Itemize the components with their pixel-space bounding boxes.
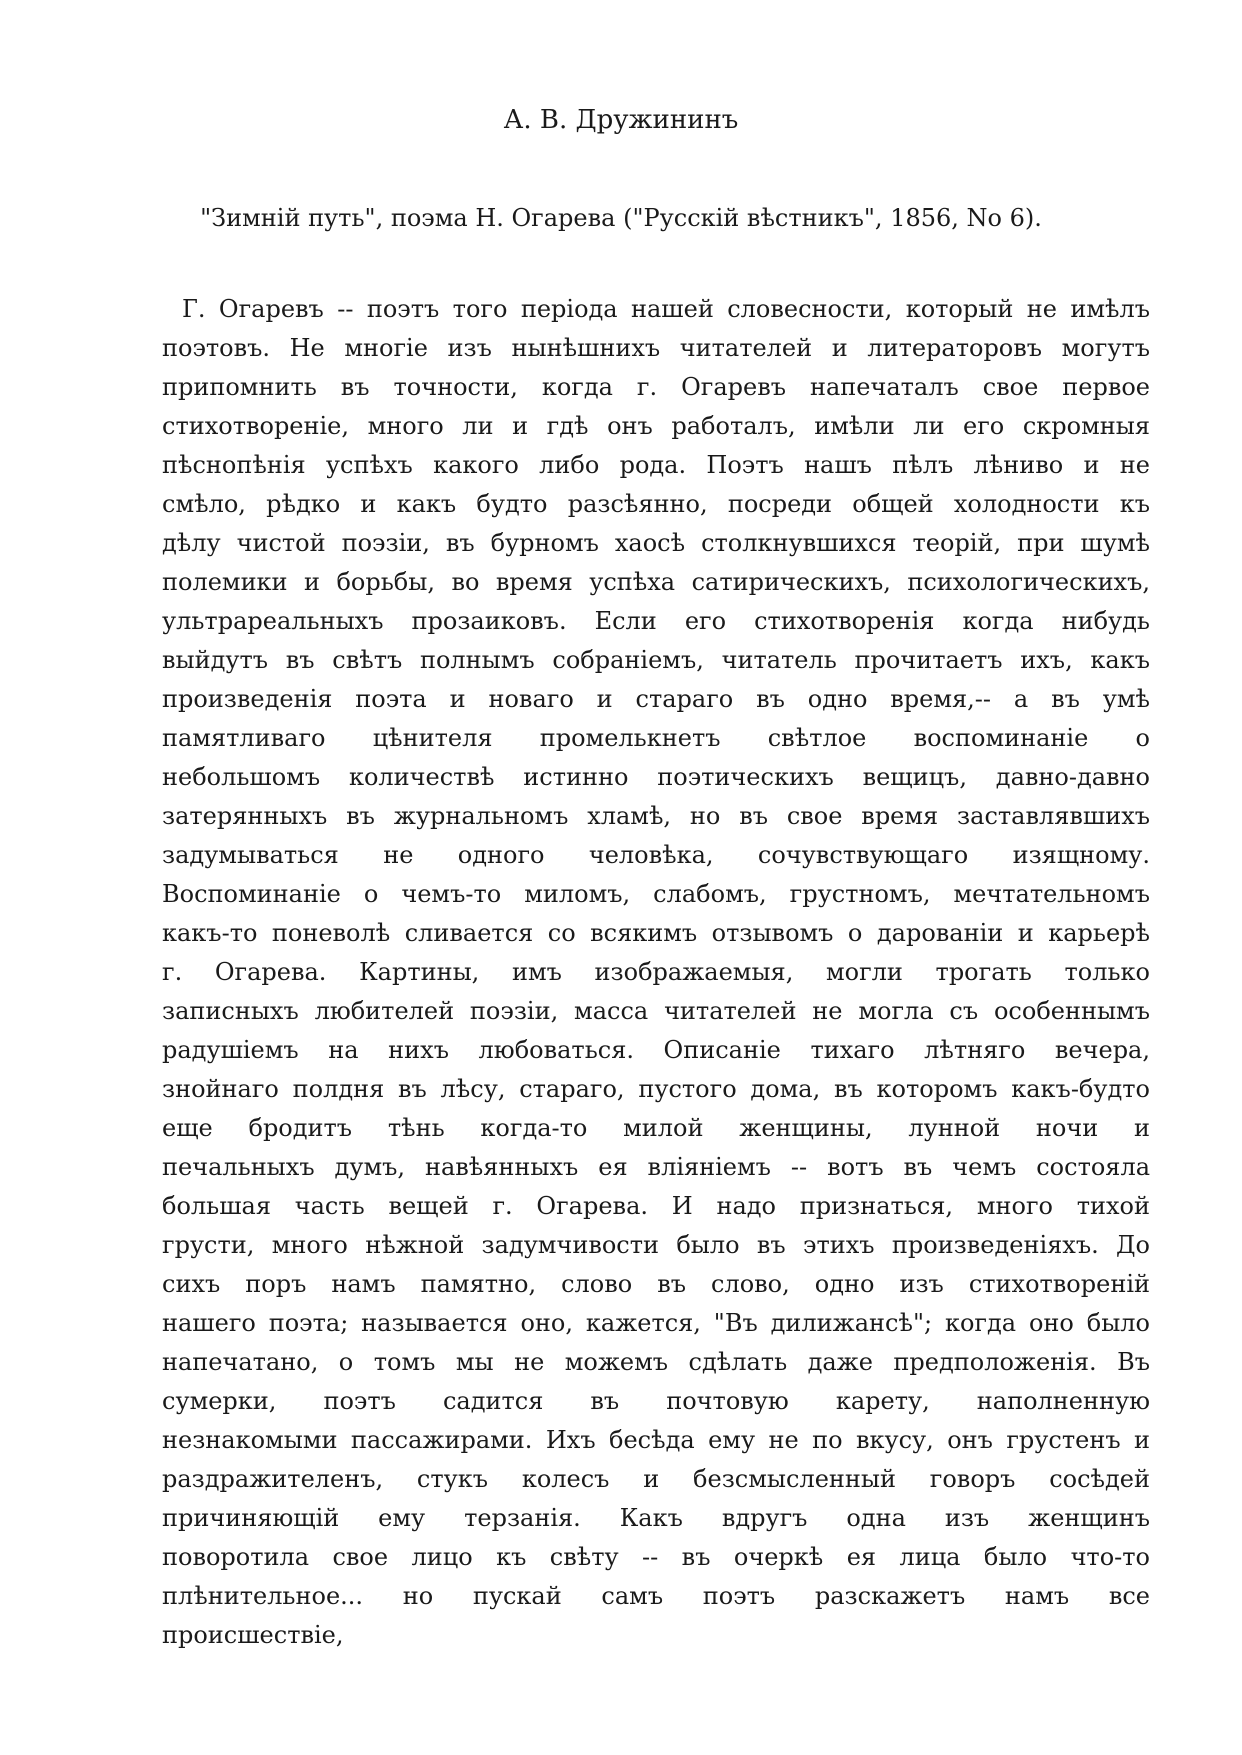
text-line: нашего поэта; называется оно, кажется, "Въ дилижансѣ"; когда оно было [162, 1309, 1150, 1337]
text-line: большая часть вещей г. Огарева. И надо признаться, много тихой [162, 1192, 1150, 1220]
text-line: ультрареальныхъ прозаиковъ. Если его стихотворенія когда нибудь [162, 607, 1150, 635]
text-line: припомнить въ точности, когда г. Огаревъ напечаталъ свое первое [162, 373, 1150, 401]
text-line: полемики и борьбы, во время успѣха сатирическихъ, психологическихъ, [162, 568, 1150, 596]
text-line: смѣло, рѣдко и какъ будто разсѣянно, посреди общей холодности къ [162, 490, 1150, 518]
text-line: печальныхъ думъ, навѣянныхъ ея вліяніемъ -- вотъ въ чемъ состояла [162, 1153, 1150, 1181]
text-line: Г. Огаревъ -- поэтъ того періода нашей словесности, который не имѣлъ [182, 295, 1150, 323]
text-line: сумерки, поэтъ садится въ почтовую карету, наполненную [162, 1387, 1150, 1415]
text-line: еще бродитъ тѣнь когда-то милой женщины, лунной ночи и [162, 1114, 1150, 1142]
text-line: задумываться не одного человѣка, сочувствующаго изящному. [162, 841, 1150, 869]
text-line: поэтовъ. Не многіе изъ нынѣшнихъ читателей и литераторовъ могутъ [162, 334, 1150, 362]
text-line: выйдутъ въ свѣтъ полнымъ собраніемъ, читатель прочитаетъ ихъ, какъ [162, 646, 1150, 674]
text-line: напечатано, о томъ мы не можемъ сдѣлать даже предположенія. Въ [162, 1348, 1150, 1376]
text-line: незнакомыми пассажирами. Ихъ бесѣда ему не по вкусу, онъ грустенъ и [162, 1426, 1150, 1454]
text-line: г. Огарева. Картины, имъ изображаемыя, могли трогать только [162, 958, 1150, 986]
text-line: раздражителенъ, стукъ колесъ и безсмысленный говоръ сосѣдей [162, 1465, 1150, 1493]
text-line: причиняющій ему терзанія. Какъ вдругъ одна изъ женщинъ [162, 1504, 1150, 1532]
text-line: стихотвореніе, много ли и гдѣ онъ работалъ, имѣли ли его скромныя [162, 412, 1150, 440]
text-line: записныхъ любителей поэзіи, масса читателей не могла съ особеннымъ [162, 997, 1150, 1025]
text-line: знойнаго полдня въ лѣсу, стараго, пустого дома, въ которомъ какъ-будто [162, 1075, 1150, 1103]
text-line: плѣнительное... но пускай самъ поэтъ разскажетъ намъ все [162, 1582, 1150, 1610]
text-line: произведенія поэта и новаго и стараго въ одно время,-- а въ умѣ [162, 685, 1150, 713]
text-line: небольшомъ количествѣ истинно поэтическихъ вещицъ, давно-давно [162, 763, 1150, 791]
body-paragraph [162, 290, 1150, 1655]
text-line: происшествіе, [162, 1621, 344, 1649]
author-name: А. В. Дружининъ [503, 105, 739, 135]
text-line: грусти, много нѣжной задумчивости было въ этихъ произведеніяхъ. До [162, 1231, 1150, 1259]
text-line: памятливаго цѣнителя промелькнетъ свѣтлое воспоминаніе о [162, 724, 1150, 752]
article-title: "Зимній путь", поэма Н. Огарева ("Русскій вѣстникъ", 1856, No 6). [200, 204, 1042, 232]
text-line: сихъ поръ намъ памятно, слово въ слово, одно изъ стихотвореній [162, 1270, 1150, 1298]
text-line: поворотила свое лицо къ свѣту -- въ очеркѣ ея лица было что-то [162, 1543, 1150, 1571]
text-line: радушіемъ на нихъ любоваться. Описаніе тихаго лѣтняго вечера, [162, 1036, 1150, 1064]
text-line: затерянныхъ въ журнальномъ хламѣ, но въ свое время заставлявшихъ [162, 802, 1150, 830]
text-line: Воспоминаніе о чемъ-то миломъ, слабомъ, грустномъ, мечтательномъ [162, 880, 1150, 908]
text-line: пѣснопѣнія успѣхъ какого либо рода. Поэтъ нашъ пѣлъ лѣниво и не [162, 451, 1150, 479]
text-line: какъ-то поневолѣ сливается со всякимъ отзывомъ о дарованіи и карьерѣ [162, 919, 1150, 947]
text-line: дѣлу чистой поэзіи, въ бурномъ хаосѣ столкнувшихся теорій, при шумѣ [162, 529, 1150, 557]
